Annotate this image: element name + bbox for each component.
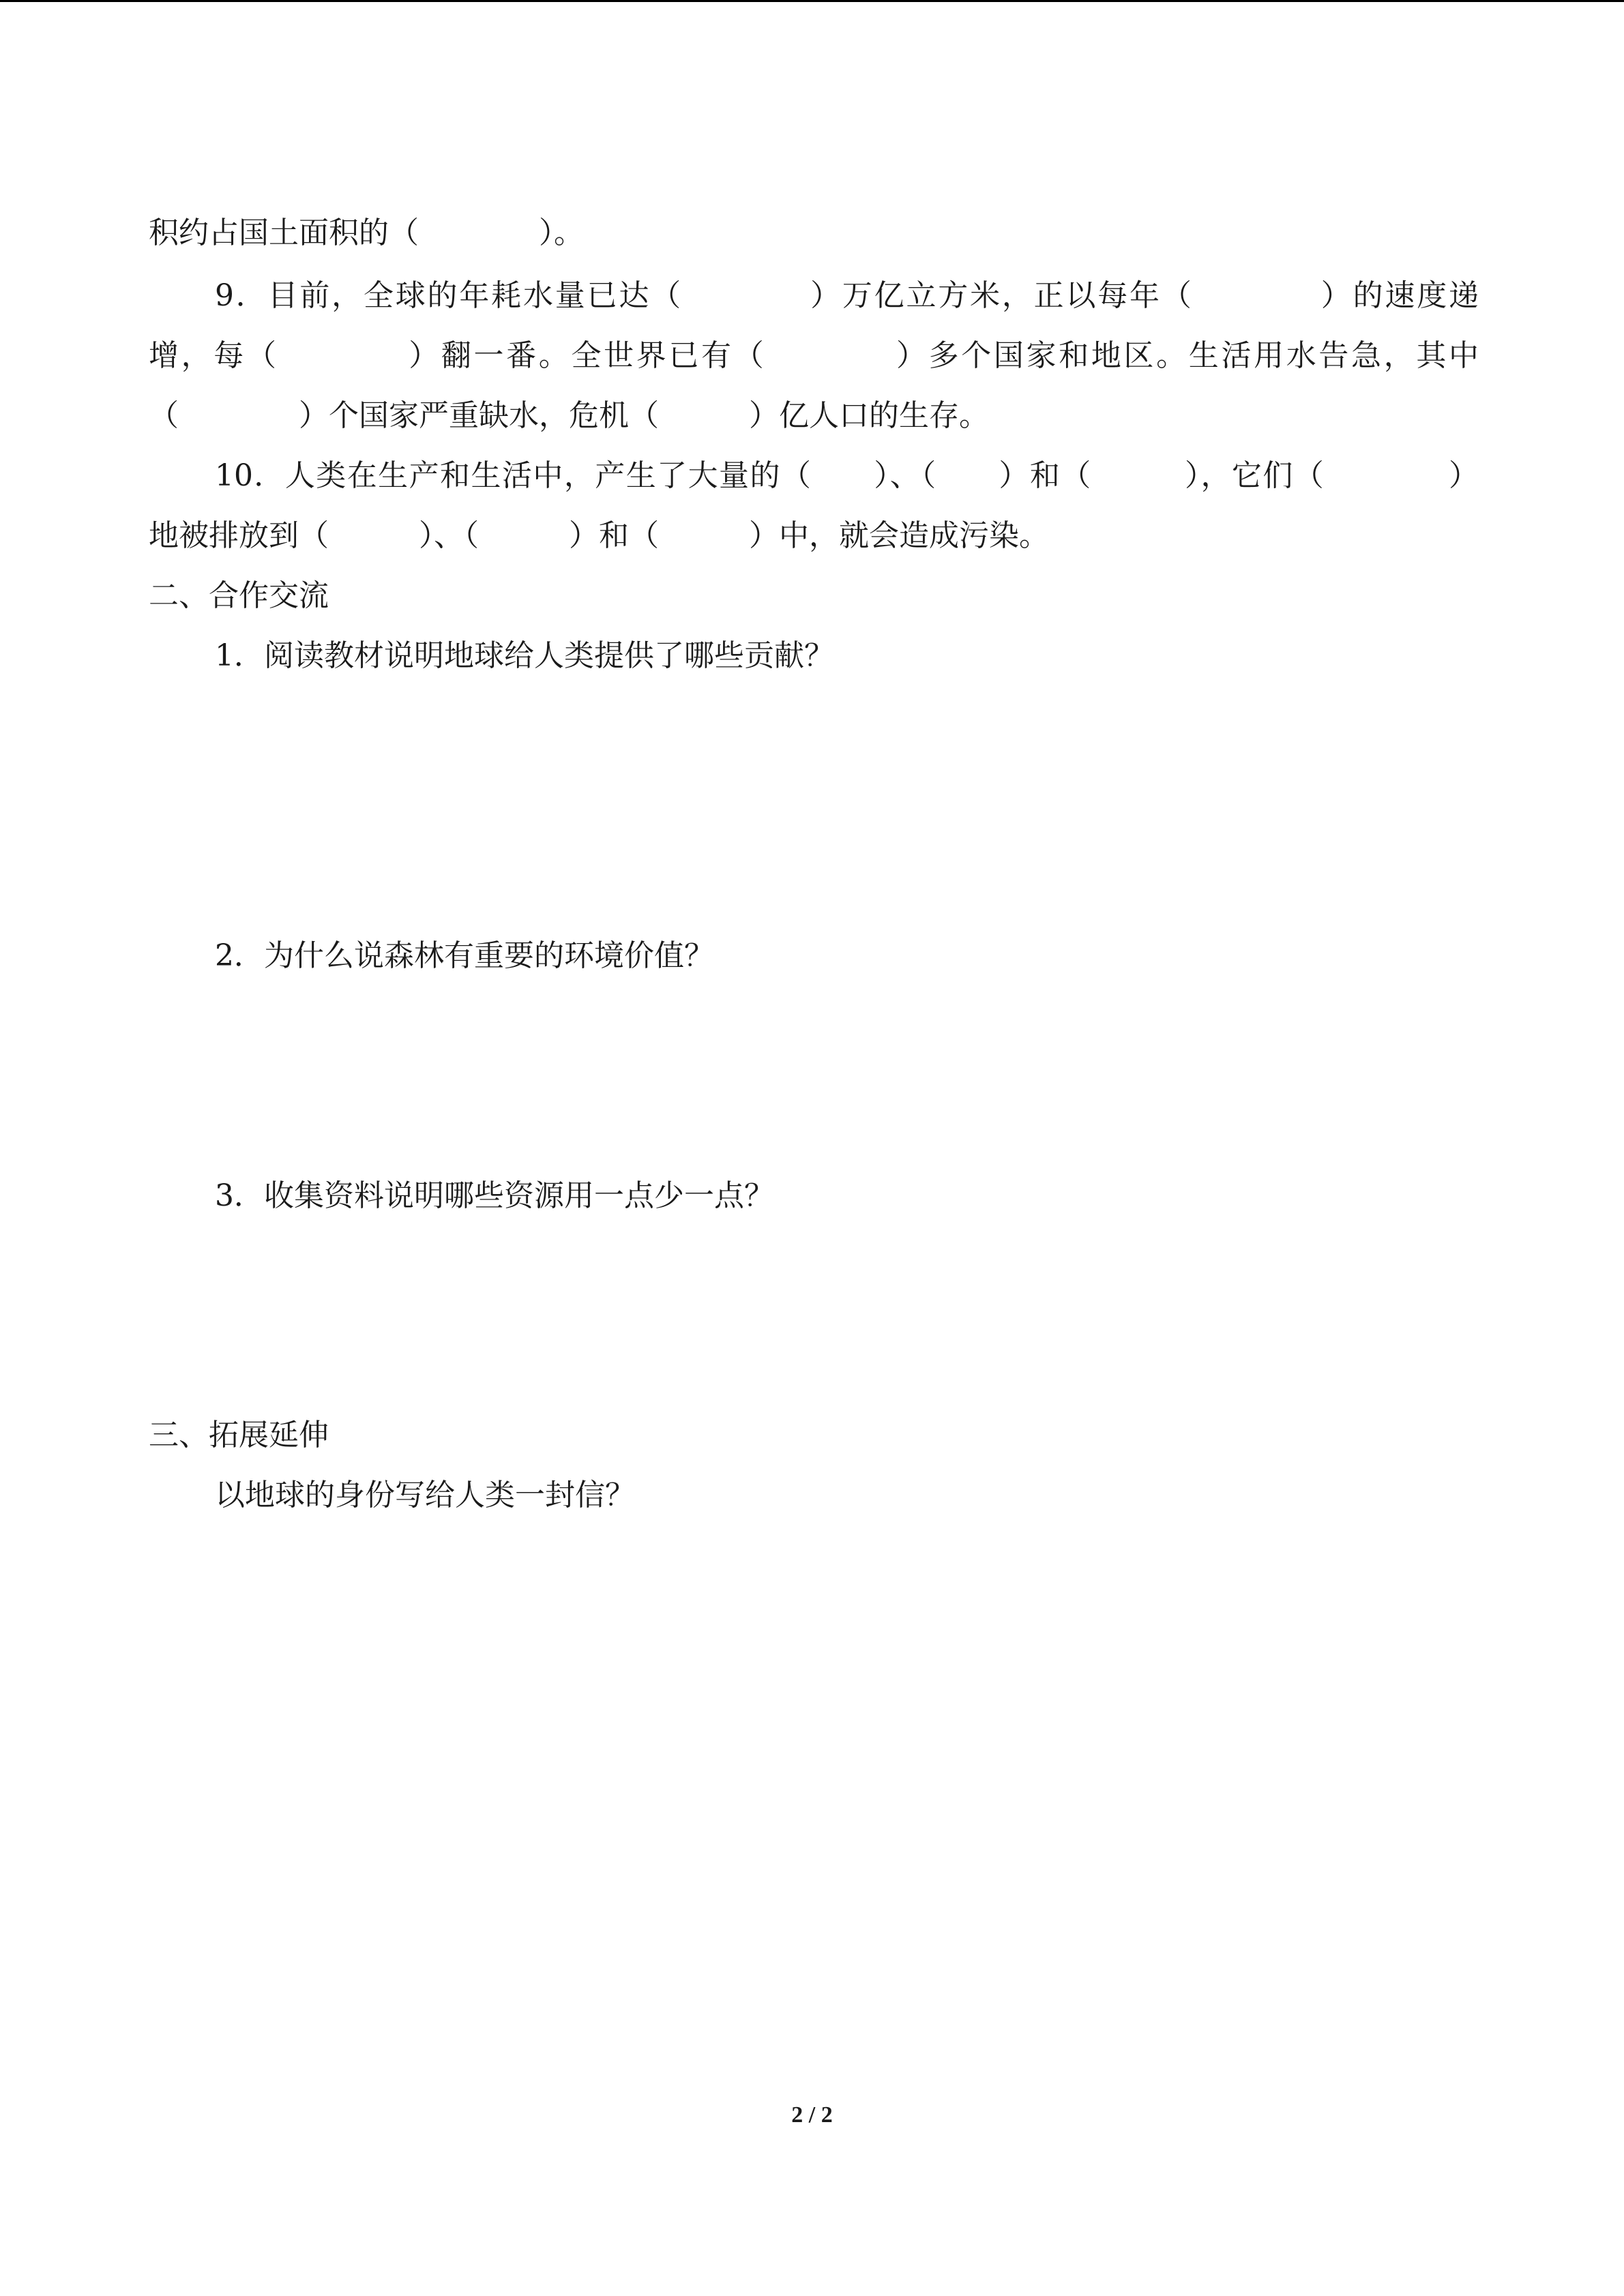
question-9-line-1: 9．目前，全球的年耗水量已达（ ）万亿立方米，正以每年（ ）的速度递 bbox=[215, 278, 1479, 313]
section-2-question-2: 2．为什么说森林有重要的环境价值？ bbox=[215, 938, 714, 973]
section-2-title: 二、合作交流 bbox=[149, 578, 329, 613]
question-10-line-1: 10．人类在生产和生活中，产生了大量的（ ）、（ ）和（ ），它们（ ） bbox=[215, 458, 1479, 493]
text-line-area-fraction: 积约占国土面积的（ ）。 bbox=[149, 215, 584, 250]
question-10-line-2: 地被排放到（ ）、（ ）和（ ）中，就会造成污染。 bbox=[149, 518, 1049, 553]
section-3-question: 以地球的身份写给人类一封信？ bbox=[215, 1478, 635, 1512]
question-9-line-3: （ ）个国家严重缺水，危机（ ）亿人口的生存。 bbox=[149, 398, 989, 433]
section-2-question-1: 1．阅读教材说明地球给人类提供了哪些贡献？ bbox=[215, 638, 834, 673]
page-number: 2 / 2 bbox=[791, 2102, 833, 2128]
section-3-title: 三、拓展延伸 bbox=[149, 1418, 329, 1452]
section-2-question-3: 3．收集资料说明哪些资源用一点少一点？ bbox=[215, 1178, 774, 1213]
question-9-line-2: 增，每（ ）翻一番。全世界已有（ ）多个国家和地区。生活用水告急，其中 bbox=[149, 338, 1479, 373]
